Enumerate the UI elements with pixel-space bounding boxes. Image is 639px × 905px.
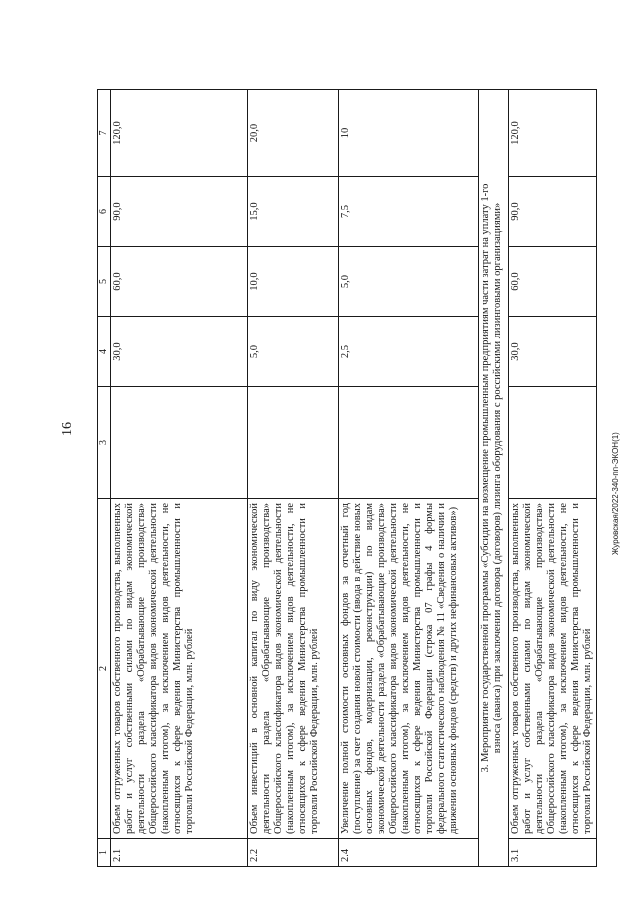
header-cell: 6 [98, 177, 111, 247]
table-row [110, 90, 247, 867]
indicator-description: Объем инвестиций в основной капитал по виду экономической деятельности раздела «Обрабатывающие производства» Общероссийского классификатора видов экономической деятельности (накопленным итогом), за исключением видов деятельности, не относящихся к сфере ведения Министерства промышленности и торговли Российской Федерации, млн. рублей [247, 499, 338, 839]
value-cell: 120,0 [508, 90, 597, 177]
value-cell: 2,5 [338, 317, 478, 387]
header-cell: 1 [98, 839, 111, 867]
value-cell: 5,0 [247, 317, 338, 387]
value-cell [338, 387, 478, 499]
value-cell [110, 387, 247, 499]
section-heading-line: 3. Мероприятие государственной программы «Субсидии на возмещение промышленным предприятиям части затрат на уплату 1-го [479, 183, 491, 773]
value-cell: 90,0 [110, 177, 247, 247]
header-cell: 2 [98, 499, 111, 839]
value-cell: 90,0 [508, 177, 597, 247]
value-cell: 30,0 [508, 317, 597, 387]
indicator-table [97, 89, 597, 867]
section-row [478, 90, 508, 867]
value-cell: 20,0 [247, 90, 338, 177]
indicator-description: Увеличение полной стоимости основных фондов за отчетный год (поступление) за счет создания новой стоимости (ввода в действие новых основных фондов, модернизации, реконструкции) по видам экономической деятельности раздела «Обрабатывающие производства» Общероссийского классификатора видов экономической деятельности (накопленным итогом), за исключением видов деятельности, не относящихся к сфере ведения Министерства промышленности и торговли Российской Федерации (строка 07 графы 4 формы федерального статистического наблюдения № 11 «Сведения о наличии и движении основных фондов (средств) и других нефинансовых активов») [338, 499, 478, 839]
table-header-row [98, 90, 111, 867]
value-cell: 5,0 [338, 247, 478, 317]
value-cell: 60,0 [110, 247, 247, 317]
row-number: 2.2 [247, 839, 338, 867]
value-cell: 120,0 [110, 90, 247, 177]
value-cell: 15,0 [247, 177, 338, 247]
rotated-table-container [97, 90, 597, 867]
value-cell: 10,0 [247, 247, 338, 317]
header-cell: 5 [98, 247, 111, 317]
document-code: Журовская/2022-340-пп-ЭКОН(1) [611, 432, 620, 555]
row-number: 3.1 [508, 839, 597, 867]
value-cell [508, 387, 597, 499]
header-cell: 4 [98, 317, 111, 387]
indicator-description: Объем отгруженных товаров собственного производства, выполненных работ и услуг собственными силами по видам экономической деятельности раздела «Обрабатывающие производства» Общероссийского классификатора видов экономической деятельности (накопленным итогом), за исключением видов деятельности, не относящихся к сфере ведения Министерства промышленности и торговли Российской Федерации, млн. рублей [110, 499, 247, 839]
row-number: 2.1 [110, 839, 247, 867]
header-cell: 3 [98, 387, 111, 499]
section-heading [478, 90, 508, 867]
indicator-description: Объем отгруженных товаров собственного производства, выполненных работ и услуг собственными силами по видам экономической деятельности раздела «Обрабатывающие производства» Общероссийского классификатора видов экономической деятельности (накопленным итогом), за исключением видов деятельности, не относящихся к сфере ведения Министерства промышленности и торговли Российской Федерации, млн. рублей [508, 499, 597, 839]
section-heading-line: взноса (аванса) при заключении договора (договоров) лизинга оборудования с российскими лизинговыми организациями» [491, 202, 503, 754]
row-number: 2.4 [338, 839, 478, 867]
table-row [247, 90, 338, 867]
table-row [508, 90, 597, 867]
value-cell: 10 [338, 90, 478, 177]
value-cell [247, 387, 338, 499]
header-cell: 7 [98, 90, 111, 177]
value-cell: 7,5 [338, 177, 478, 247]
table-row [338, 90, 478, 867]
value-cell: 30,0 [110, 317, 247, 387]
value-cell: 60,0 [508, 247, 597, 317]
page-number: 16 [60, 422, 75, 436]
